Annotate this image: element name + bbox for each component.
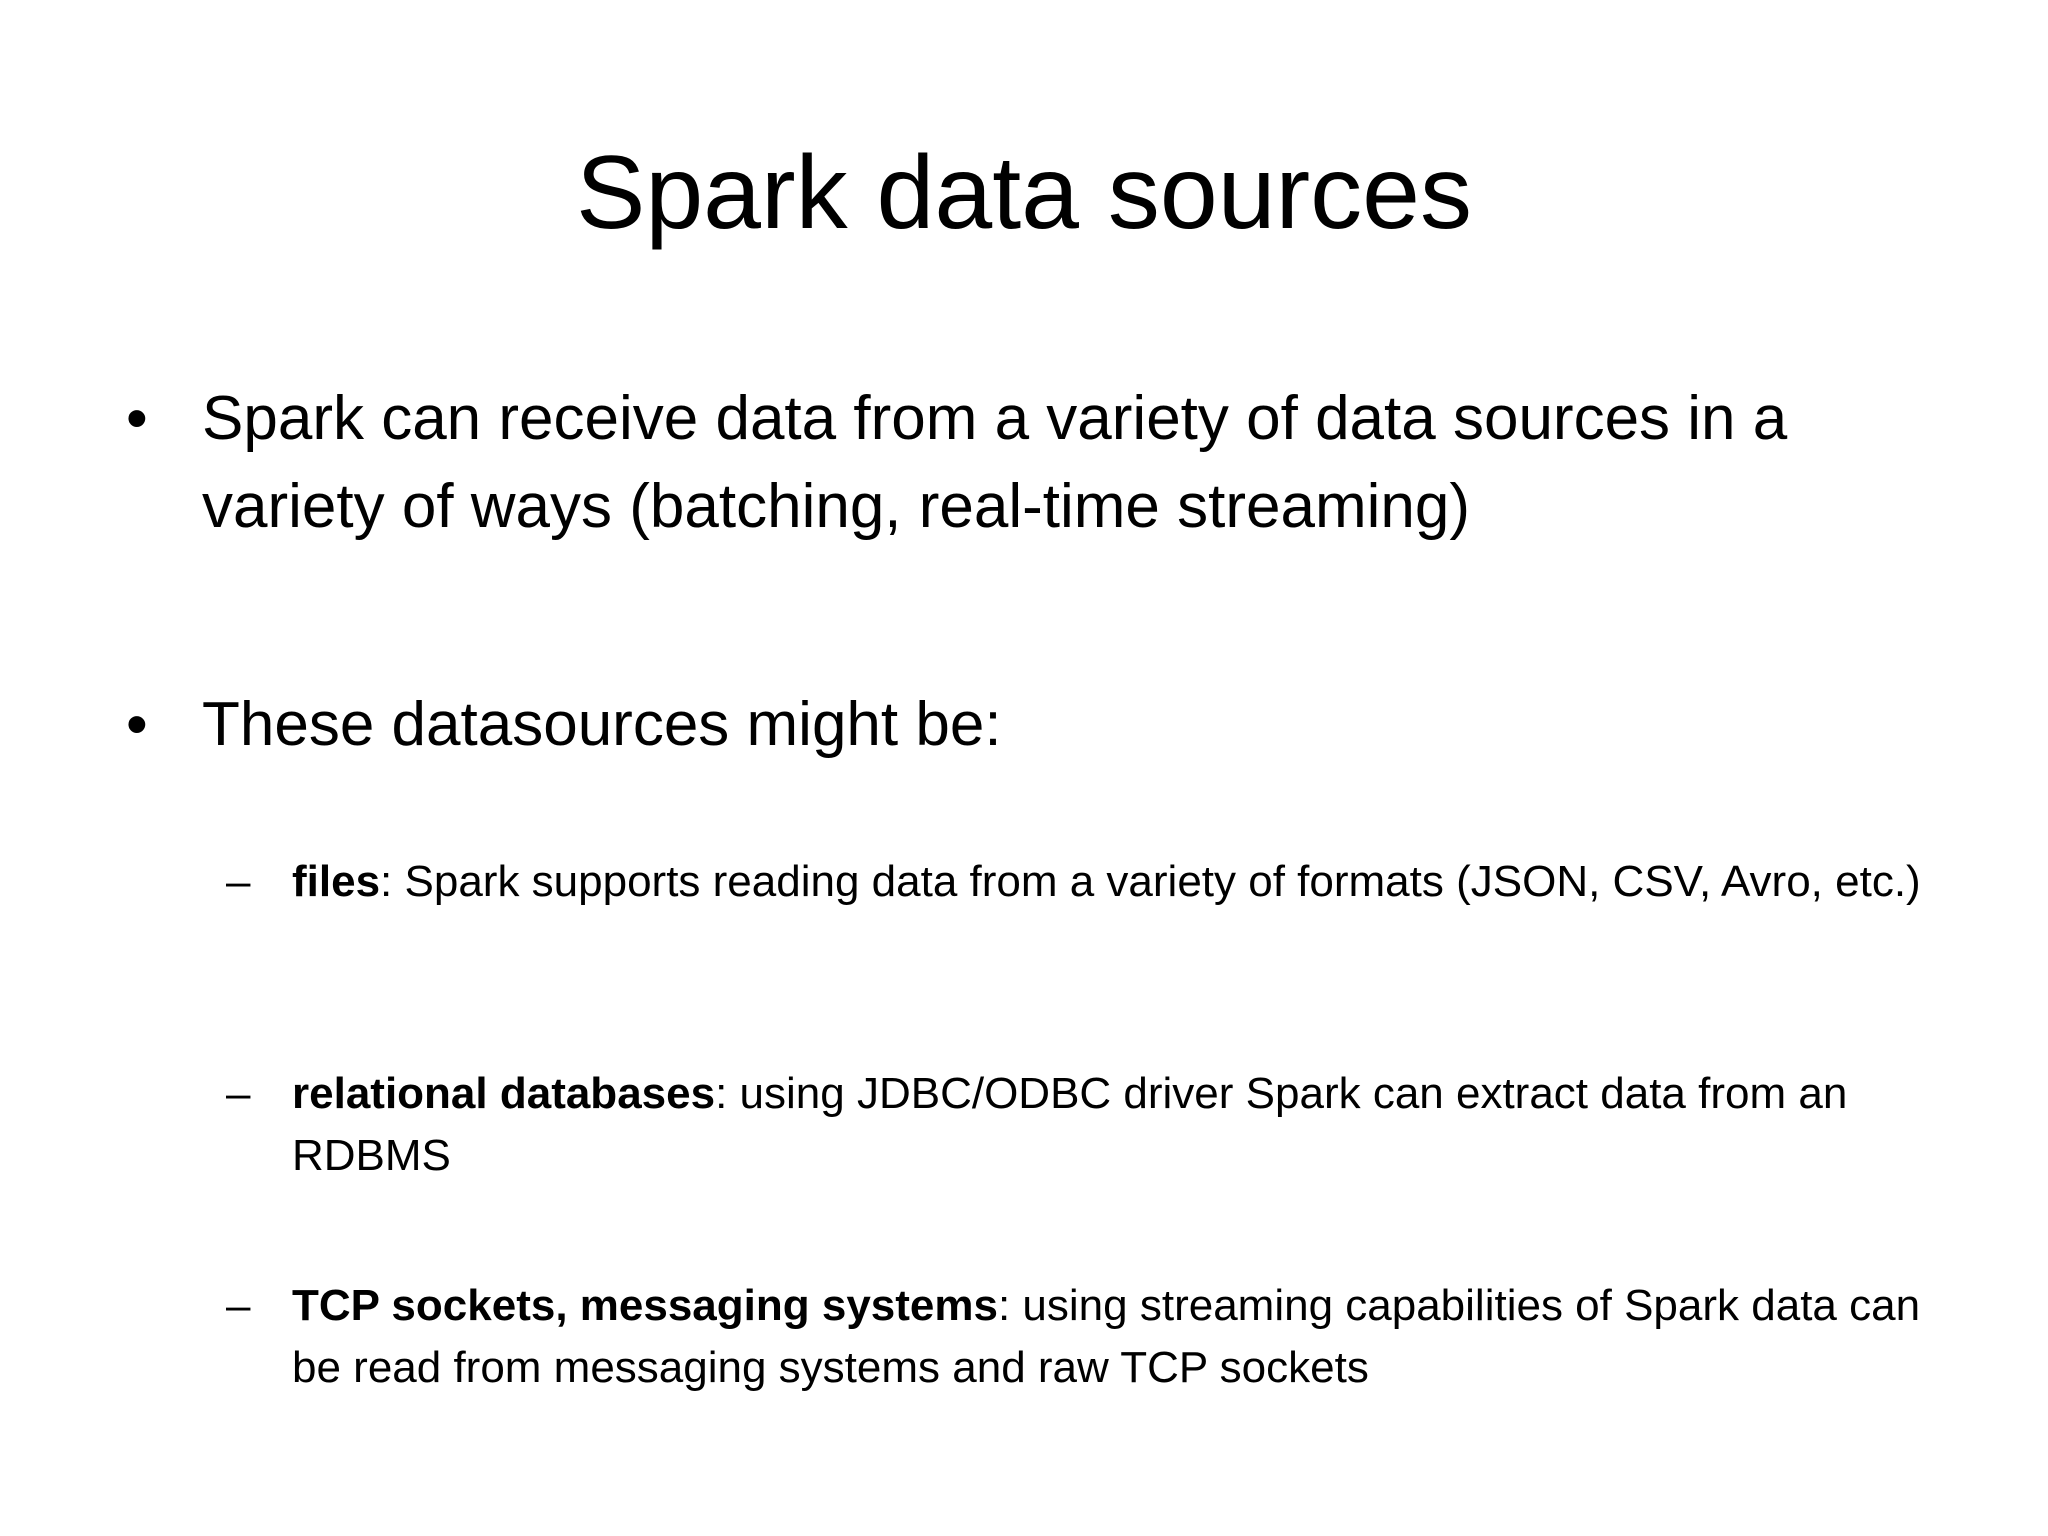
sub-bullet-description: : using JDBC/ODBC driver Spark can extract data from an RDBMS: [292, 1069, 1848, 1180]
sub-bullet-marker: –: [226, 1069, 251, 1118]
bullet-marker: •: [126, 690, 148, 759]
sub-bullet-term: files: [292, 857, 381, 906]
sub-bullet-text: [292, 851, 1952, 913]
sub-bullet-marker: –: [226, 857, 251, 906]
sub-bullet-text: [292, 1275, 1952, 1399]
sub-bullet-marker: –: [226, 1281, 251, 1330]
bullet-text: Spark can receive data from a variety of data sources in a variety of ways (batching, real-time streaming): [202, 384, 1788, 541]
bullet-marker: •: [126, 384, 148, 453]
sub-bullet-text: [292, 1063, 1952, 1187]
bullet-text: These datasources might be:: [202, 690, 1002, 759]
sub-bullet-description: : using streaming capabilities of Spark data can be read from messaging systems and raw TCP sockets: [292, 1281, 1921, 1392]
slide-title: Spark data sources: [575, 135, 1473, 251]
sub-bullet-term: TCP sockets, messaging systems: [292, 1281, 998, 1330]
sub-bullet-term: relational databases: [292, 1069, 716, 1118]
sub-bullet-description: : Spark supports reading data from a variety of formats (JSON, CSV, Avro, etc.): [380, 857, 1921, 906]
